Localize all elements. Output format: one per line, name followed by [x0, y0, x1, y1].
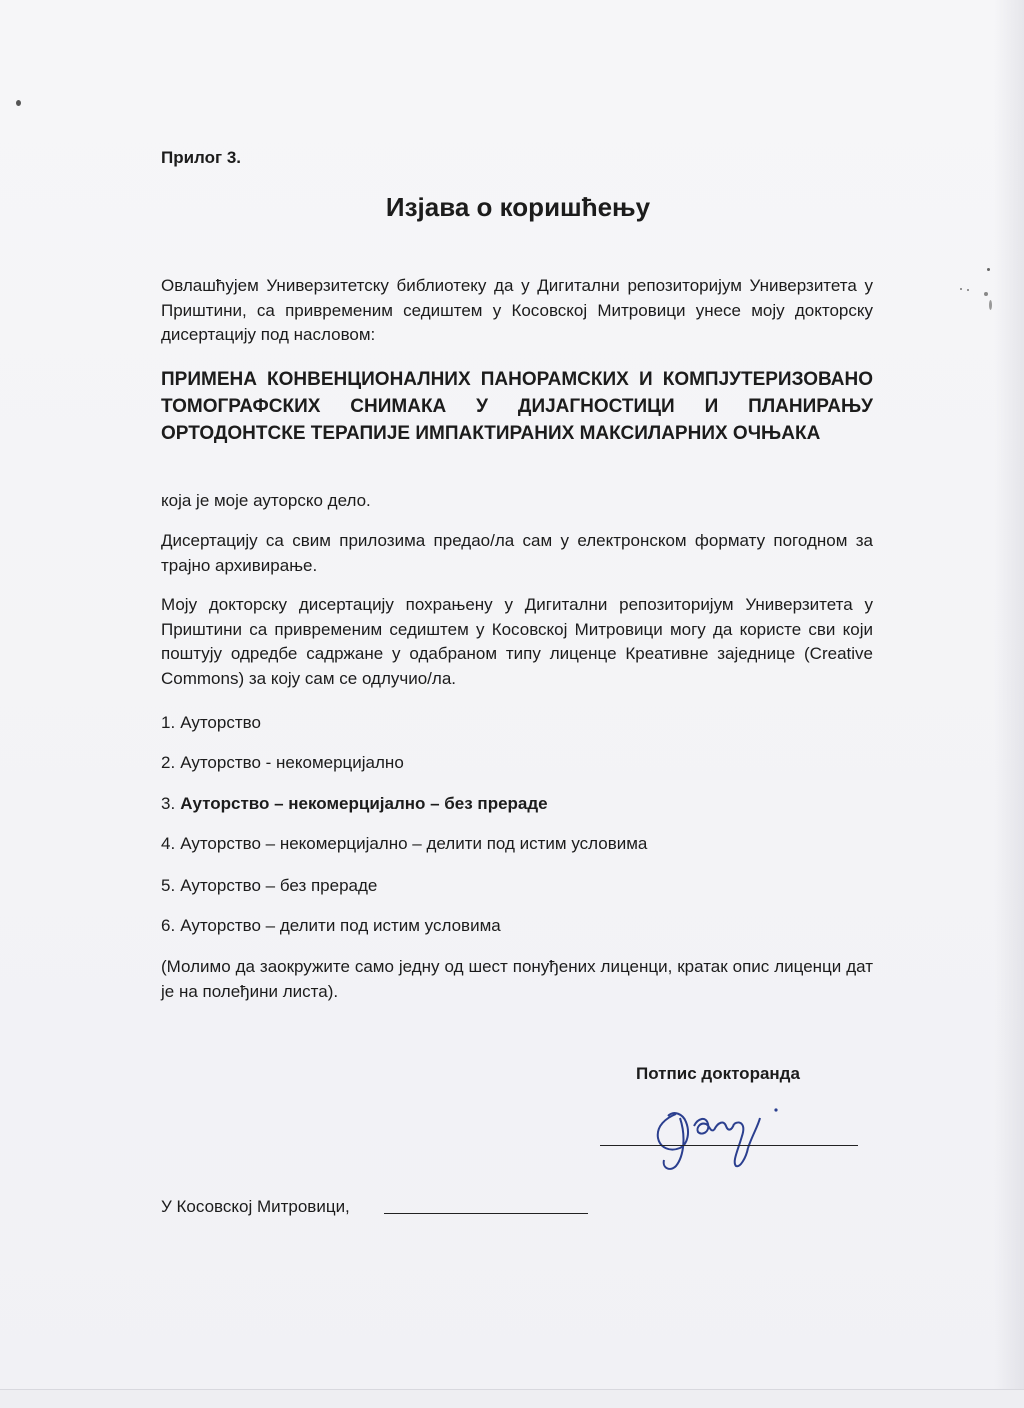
license-number: 1.	[161, 713, 176, 732]
scan-speck	[989, 300, 992, 310]
scan-speck	[967, 289, 969, 291]
signature-line[interactable]	[600, 1145, 858, 1146]
license-text: Ауторство – делити под истим условима	[180, 916, 501, 935]
license-number: 5.	[161, 876, 176, 895]
authorship-statement: која је моје ауторско дело.	[161, 491, 371, 510]
license-option-4[interactable]	[161, 833, 873, 855]
license-text: Ауторство - некомерцијално	[180, 753, 404, 772]
license-option-2[interactable]	[161, 752, 873, 774]
dissertation-title: ПРИМЕНА КОНВЕНЦИОНАЛНИХ ПАНОРАМСКИХ И КОМПЈУТЕРИЗОВАНО ТОМОГРАФСКИХ СНИМАКА У ДИЈАГНОСТИЦИ И ПЛАНИРАЊУ ОРТОДОНТСКЕ ТЕРАПИЈЕ ИМПАКТИРАНИХ МАКСИЛАРНИХ ОЧЊАКА	[161, 369, 873, 444]
instruction-note: (Молимо да заокружите само једну од шест понуђених лиценци, кратак опис лиценци дат је на полеђини листа).	[161, 957, 873, 1001]
scan-speck	[960, 288, 962, 290]
license-text: Ауторство – некомерцијално – без прераде	[180, 794, 548, 813]
usage-statement: Моју докторску дисертацију похрањену у Дигитални репозиторијум Универзитета у Приштини са привременим седиштем у Косовској Митровици могу да користе сви који поштују одредбе садржане у одабраном типу лиценце Креативне заједнице (Creative Commons) за коју сам се одлучио/ла.	[161, 595, 873, 688]
license-text: Ауторство	[180, 713, 261, 732]
submission-statement: Дисертацију са свим прилозима предао/ла сам у електронском формату погодном за трајно архивирање.	[161, 531, 873, 575]
annex-label: Прилог 3.	[161, 148, 241, 167]
license-option-6[interactable]	[161, 915, 873, 937]
license-number: 4.	[161, 834, 176, 853]
license-number: 6.	[161, 916, 176, 935]
license-text: Ауторство – без прераде	[180, 876, 378, 895]
license-option-3-selected[interactable]	[161, 793, 873, 815]
license-text: Ауторство – некомерцијално – делити под истим условима	[180, 834, 648, 853]
place-date-label: У Косовској Митровици,	[161, 1197, 350, 1216]
license-option-1[interactable]	[161, 712, 873, 734]
intro-paragraph: Овлашћујем Универзитетску библиотеку да у Дигитални репозиторијум Универзитета у Приштини, са привременим седиштем у Косовској Митровици унесе моју докторску дисертацију под насловом:	[161, 276, 873, 344]
page-bottom-edge	[0, 1389, 1024, 1408]
scan-speck	[987, 268, 990, 271]
handwritten-signature	[636, 1096, 796, 1176]
license-number: 3.	[161, 794, 176, 813]
scan-speck	[984, 292, 988, 296]
scan-speck	[16, 100, 21, 106]
license-option-5[interactable]	[161, 875, 873, 897]
document-title: Изјава о коришћењу	[385, 192, 651, 222]
signature-label: Потпис докторанда	[636, 1064, 800, 1083]
license-number: 2.	[161, 753, 176, 772]
date-field-line[interactable]	[384, 1213, 588, 1214]
